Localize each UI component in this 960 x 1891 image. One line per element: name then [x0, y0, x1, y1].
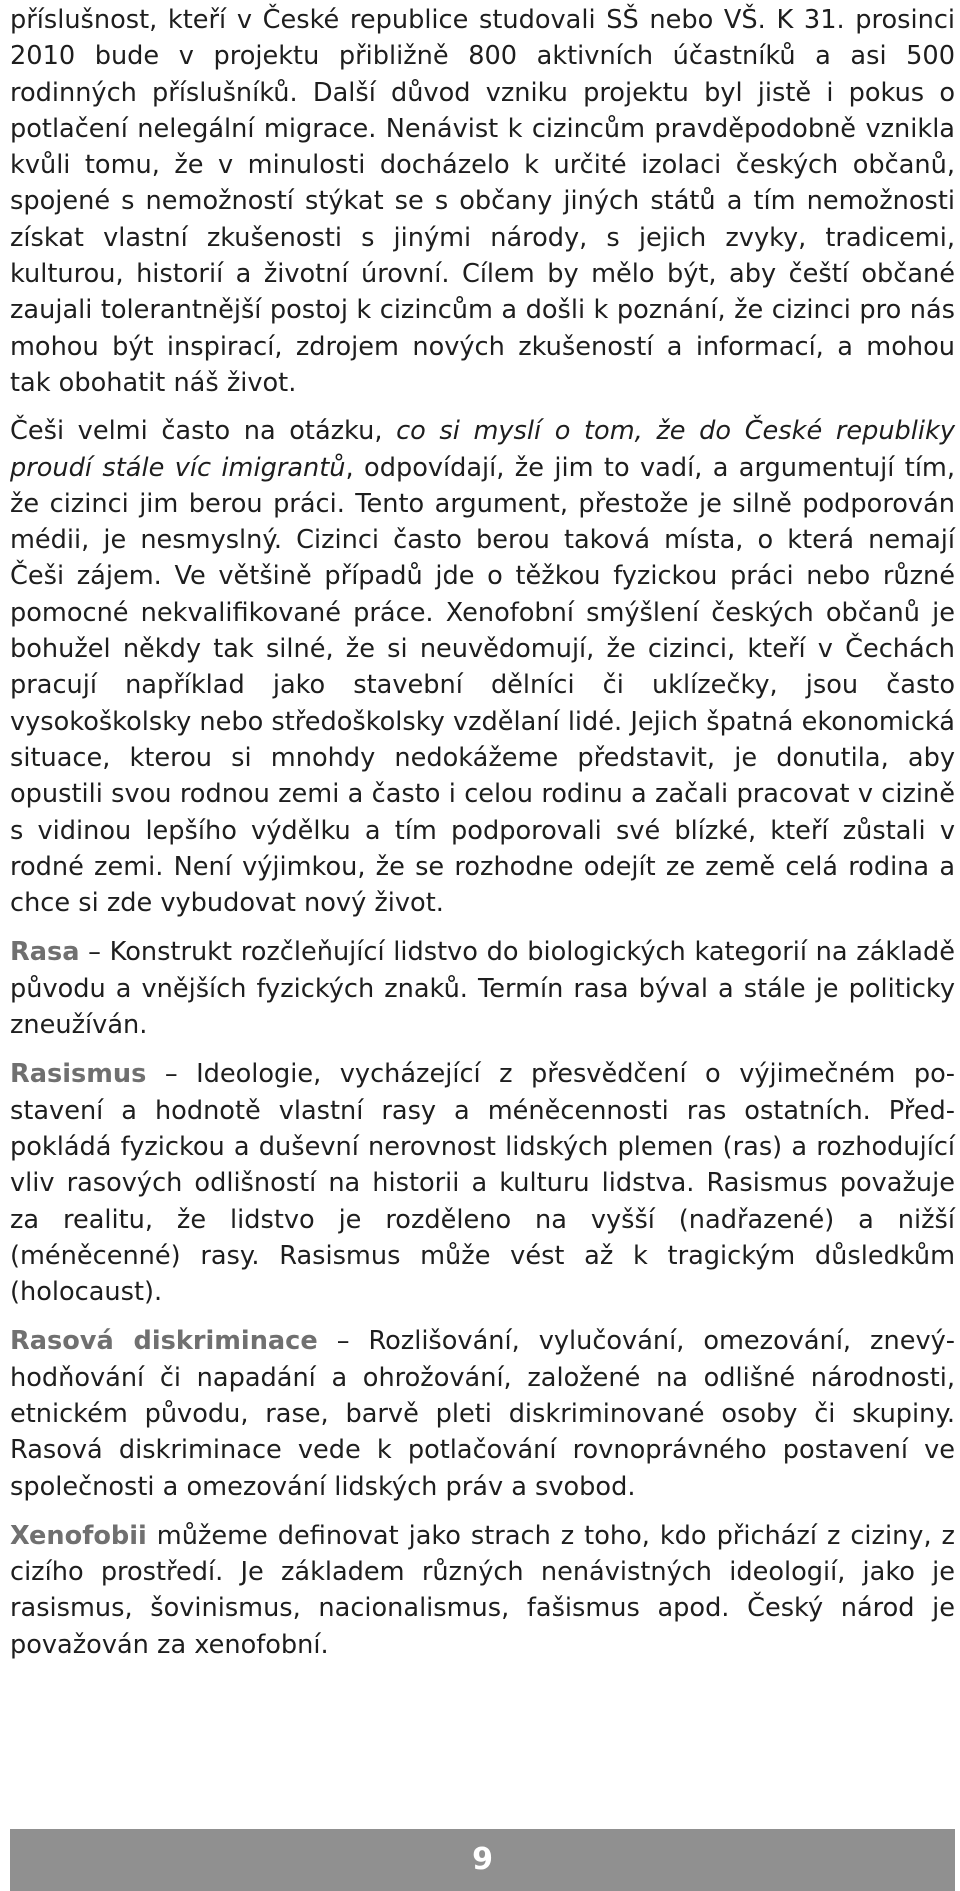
- paragraph-text: Češi velmi často na otázku,: [10, 416, 397, 447]
- document-page: [10, 0, 955, 1663]
- definition-text: – Ideologie, vycházející z přesvědčení o výjimečném postavení a hodnotě vlastní rasy a méněcennosti ras ostatních. Předpokládá fyzickou a duševní nerovnost lidských plemen (ras) a rozhodující vliv rasových odlišností na historii a kulturu lidstva. Rasismus považuje za realitu, že lidstvo je rozděleno na vyšší (nadřazené) a nižší (méněcenné) rasy. Rasismus může vést až k tragickým důsledkům (holocaust).: [10, 1059, 955, 1308]
- page-footer-bar: [10, 1829, 955, 1891]
- term-rasova-diskriminace: Rasová diskriminace: [10, 1326, 318, 1357]
- definition-xenofobie: [10, 1518, 955, 1663]
- quoted-question: co si myslí o tom, že do České republiky proudí stále víc imigrantů: [10, 416, 955, 483]
- page-number: 9: [472, 1842, 493, 1877]
- paragraph-text: , odpovídají, že jim to vadí, a argumentují tím, že cizinci jim berou práci. Tento argument, přestože je silně podporován médii, je nesmyslný. Cizinci často berou taková místa, o která nemají Češi zájem. Ve většině případů jde o těžkou fyzickou práci nebo různé pomocné nekvalifikované práce. Xenofobní smýšlení českých občanů je bohužel někdy tak silné, že si neuvědomují, že cizinci, kteří v Čechách pracují například jako stavební dělníci či uklízečky, jsou často vysokoškolsky nebo středoškolsky vzdělaní lidé. Jejich špatná ekonomická situace, kterou si mnohdy nedokážeme představit, je donutila, aby opustili svou rodnou zemi a často i celou rodinu a začali pracovat v cizině s vidinou lepšího výdělku a tím podporovali své blízké, kteří zůstali v rodné zemi. Není výjimkou, že se rozhodne odejít ze země celá rodina a chce si zde vybudovat nový život.: [10, 452, 956, 919]
- definition-rasova-diskriminace: [10, 1323, 955, 1504]
- definition-rasismus: [10, 1056, 955, 1310]
- term-rasismus: Rasismus: [10, 1059, 147, 1090]
- term-rasa: Rasa: [10, 937, 80, 968]
- definition-text: – Konstrukt rozčleňující lidstvo do biologických kategorií na základě původu a vnějších fyzických znaků. Termín rasa býval a stále je politicky zneužíván.: [10, 937, 955, 1041]
- paragraph-intro: příslušnost, kteří v České republice studovali SŠ nebo VŠ. K 31. prosinci 2010 bude v projektu přibližně 800 aktivních účastníků a asi 500 rodinných příslušníků. Další důvod vzniku projektu byl jistě i pokus o potlačení nelegální migrace. Nenávist k cizincům pravděpodobně vznikla kvůli tomu, že v minulosti docházelo k určité izolaci českých občanů, spojené s nemožností stýkat se s občany jiných států a tím nemožnosti získat vlastní zkušenosti s jinými národy, s jejich zvyky, tradicemi, kulturou, historií a životní úrovní. Cílem by mělo být, aby čeští občané zaujali tolerantnější postoj k cizincům a došli k poznání, že cizinci pro nás mohou být inspirací, zdrojem nových zkušeností a informací, a mohou tak obohatit náš život.: [10, 5, 955, 398]
- term-xenofobie: Xenofobii: [10, 1520, 147, 1551]
- paragraph-czech-attitudes: [10, 413, 955, 921]
- definition-text: – Rozlišování, vylučování, omezování, znevýhodňování či napadání a ohrožování, založené na odlišné národnosti, etnickém původu, rase, barvě pleti diskriminované osoby či skupiny. Rasová diskriminace vede k potlačování rovnoprávného postavení ve společnosti a omezování lidských práv a svobod.: [10, 1326, 955, 1502]
- definition-text: můžeme definovat jako strach z toho, kdo přichází z ciziny, z cizího prostředí. Je základem různých nenávistných ideologií, jako je rasismus, šovinismus, nacionalismus, fašismus apod. Český národ je považován za xenofobní.: [10, 1520, 955, 1660]
- definition-rasa: [10, 934, 955, 1043]
